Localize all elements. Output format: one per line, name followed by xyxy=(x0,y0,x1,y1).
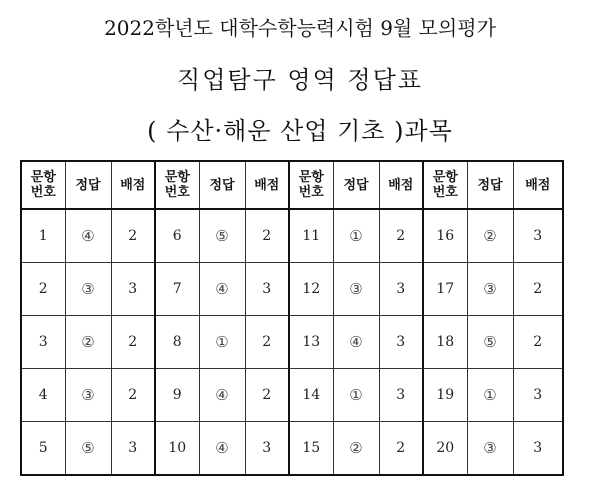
question-number-cell: 19 xyxy=(423,369,467,422)
answer-cell: ④ xyxy=(199,369,245,422)
answer-cell: ④ xyxy=(199,422,245,476)
question-number-cell: 12 xyxy=(289,263,333,316)
points-cell: 3 xyxy=(111,263,155,316)
answer-cell: ② xyxy=(467,209,513,263)
points-cell: 2 xyxy=(245,316,289,369)
header-question-number xyxy=(289,161,333,209)
table-header xyxy=(21,161,563,209)
points-cell: 3 xyxy=(245,422,289,476)
points-cell: 2 xyxy=(245,369,289,422)
question-number-cell: 17 xyxy=(423,263,467,316)
header-answer: 정답 xyxy=(65,161,111,209)
answer-cell: ① xyxy=(467,369,513,422)
header-points: 배점 xyxy=(513,161,563,209)
header-answer: 정답 xyxy=(199,161,245,209)
header-question-number xyxy=(21,161,65,209)
header-answer: 정답 xyxy=(467,161,513,209)
answer-cell: ③ xyxy=(467,263,513,316)
answer-cell: ③ xyxy=(65,369,111,422)
table-row xyxy=(21,316,563,369)
points-cell: 2 xyxy=(513,263,563,316)
answer-cell: ① xyxy=(333,369,379,422)
answer-cell: ① xyxy=(199,316,245,369)
header-number-line1: 문항 xyxy=(432,170,458,185)
table-row xyxy=(21,422,563,476)
question-number-cell: 14 xyxy=(289,369,333,422)
header-number-line1: 문항 xyxy=(298,170,324,185)
header-number-line2: 번호 xyxy=(298,185,324,200)
points-cell: 3 xyxy=(513,369,563,422)
points-cell: 3 xyxy=(379,369,423,422)
table-row xyxy=(21,263,563,316)
header-question-number xyxy=(423,161,467,209)
question-number-cell: 11 xyxy=(289,209,333,263)
question-number-cell: 16 xyxy=(423,209,467,263)
points-cell: 2 xyxy=(513,316,563,369)
exam-title: 2022학년도 대학수학능력시험 9월 모의평가 xyxy=(104,16,496,40)
header-row xyxy=(21,161,563,209)
answer-cell: ② xyxy=(333,422,379,476)
header-number-line1: 문항 xyxy=(30,170,56,185)
question-number-cell: 20 xyxy=(423,422,467,476)
points-cell: 3 xyxy=(111,422,155,476)
header-number-line2: 번호 xyxy=(164,185,190,200)
question-number-cell: 7 xyxy=(155,263,199,316)
answer-cell: ⑤ xyxy=(467,316,513,369)
question-number-cell: 8 xyxy=(155,316,199,369)
answer-cell: ③ xyxy=(333,263,379,316)
header-points: 배점 xyxy=(379,161,423,209)
question-number-cell: 3 xyxy=(21,316,65,369)
answer-cell: ④ xyxy=(65,209,111,263)
table-row xyxy=(21,209,563,263)
answer-cell: ④ xyxy=(199,263,245,316)
points-cell: 3 xyxy=(513,209,563,263)
answer-cell: ③ xyxy=(467,422,513,476)
answer-cell: ⑤ xyxy=(199,209,245,263)
answer-cell: ④ xyxy=(333,316,379,369)
question-number-cell: 5 xyxy=(21,422,65,476)
question-number-cell: 4 xyxy=(21,369,65,422)
question-number-cell: 10 xyxy=(155,422,199,476)
points-cell: 2 xyxy=(111,209,155,263)
header-points: 배점 xyxy=(245,161,289,209)
table-row xyxy=(21,369,563,422)
points-cell: 3 xyxy=(379,316,423,369)
points-cell: 2 xyxy=(379,422,423,476)
header-number-line2: 번호 xyxy=(432,185,458,200)
question-number-cell: 18 xyxy=(423,316,467,369)
points-cell: 2 xyxy=(111,369,155,422)
header-number-line2: 번호 xyxy=(30,185,56,200)
answer-table xyxy=(20,160,564,476)
header-number-line1: 문항 xyxy=(164,170,190,185)
points-cell: 2 xyxy=(245,209,289,263)
header-answer: 정답 xyxy=(333,161,379,209)
header-question-number xyxy=(155,161,199,209)
points-cell: 3 xyxy=(513,422,563,476)
answer-cell: ① xyxy=(333,209,379,263)
points-cell: 3 xyxy=(245,263,289,316)
question-number-cell: 9 xyxy=(155,369,199,422)
subject-title: ( 수산·해운 산업 기초 )과목 xyxy=(147,117,453,145)
question-number-cell: 13 xyxy=(289,316,333,369)
answer-cell: ② xyxy=(65,316,111,369)
answer-cell: ⑤ xyxy=(65,422,111,476)
question-number-cell: 2 xyxy=(21,263,65,316)
points-cell: 2 xyxy=(379,209,423,263)
question-number-cell: 15 xyxy=(289,422,333,476)
sheet-title: 직업탐구 영역 정답표 xyxy=(177,66,423,94)
points-cell: 2 xyxy=(111,316,155,369)
header-points: 배점 xyxy=(111,161,155,209)
points-cell: 3 xyxy=(379,263,423,316)
answer-cell: ③ xyxy=(65,263,111,316)
table-body xyxy=(21,209,563,475)
question-number-cell: 1 xyxy=(21,209,65,263)
question-number-cell: 6 xyxy=(155,209,199,263)
